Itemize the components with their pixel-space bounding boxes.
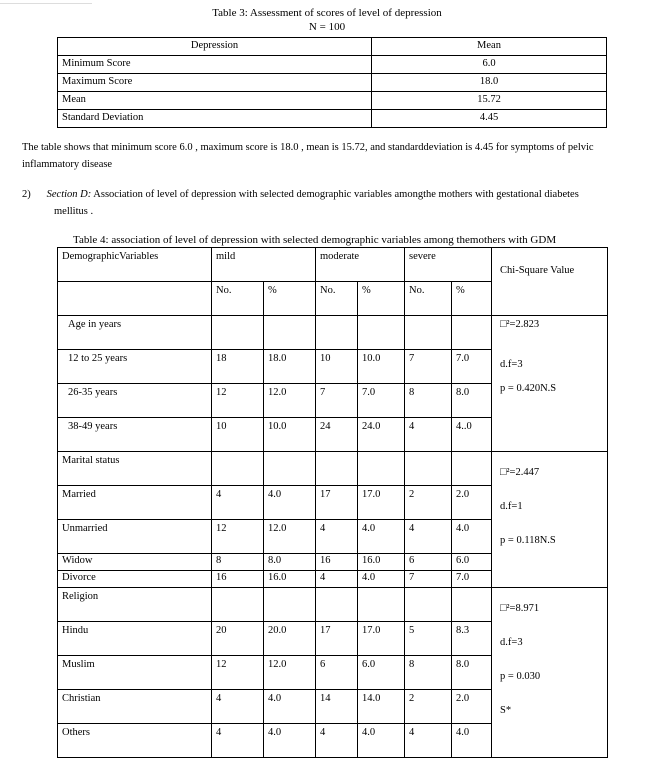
chi-square-line: p = 0.030 bbox=[500, 671, 541, 682]
row-label: Hindu bbox=[58, 622, 212, 656]
section-label: Section D: bbox=[46, 189, 92, 200]
table-cell: 4 bbox=[405, 724, 452, 758]
header-blank bbox=[58, 282, 212, 316]
table-cell: 17.0 bbox=[358, 486, 405, 520]
row-label: Others bbox=[58, 724, 212, 758]
header-no: No. bbox=[212, 282, 264, 316]
empty-cell bbox=[452, 588, 492, 622]
table-cell: 6.0 bbox=[452, 554, 492, 571]
table-cell: 2 bbox=[405, 486, 452, 520]
header-no: No. bbox=[316, 282, 358, 316]
chi-square-line: d.f=3 bbox=[500, 359, 523, 370]
header-mild: mild bbox=[212, 248, 316, 282]
table-cell: 5 bbox=[405, 622, 452, 656]
summary-paragraph: The table shows that minimum score 6.0 , maximum score is 18.0 , mean is 15.72, and standarddeviation is 4.45 for symptoms of pelvic inflammatory disease bbox=[22, 142, 594, 170]
table4 bbox=[57, 247, 608, 758]
table-cell: 24 bbox=[316, 418, 358, 452]
category-row bbox=[58, 588, 608, 622]
empty-cell bbox=[264, 452, 316, 486]
chi-square-line: p = 0.118N.S bbox=[500, 535, 556, 546]
empty-cell bbox=[405, 452, 452, 486]
table-cell: 17 bbox=[316, 622, 358, 656]
category-label: Religion bbox=[58, 588, 212, 622]
table-cell: 8.0 bbox=[264, 554, 316, 571]
table-cell: 4 bbox=[212, 724, 264, 758]
empty-cell bbox=[405, 588, 452, 622]
table-cell: 8.0 bbox=[452, 656, 492, 690]
row-label: 26-35 years bbox=[58, 384, 212, 418]
table3-title: Table 3: Assessment of scores of level of depression bbox=[212, 7, 442, 19]
table-cell: 8 bbox=[405, 656, 452, 690]
table-cell: 7 bbox=[405, 350, 452, 384]
table-cell: 7 bbox=[316, 384, 358, 418]
section-text-continued: mellitus . bbox=[54, 206, 94, 217]
table-cell: 7.0 bbox=[452, 350, 492, 384]
table-cell: 16 bbox=[316, 554, 358, 571]
table-cell: 16.0 bbox=[264, 571, 316, 588]
table-row bbox=[58, 110, 607, 128]
empty-cell bbox=[212, 452, 264, 486]
table-cell: 6 bbox=[405, 554, 452, 571]
empty-cell bbox=[452, 316, 492, 350]
header-severe: severe bbox=[405, 248, 492, 282]
table3-row-label: Mean bbox=[58, 92, 372, 110]
header-pct: % bbox=[452, 282, 492, 316]
section-text: Association of level of depression with selected demographic variables amongthe mothers with gestational diabetes bbox=[93, 189, 579, 200]
table-cell: 4.0 bbox=[358, 571, 405, 588]
category-row bbox=[58, 316, 608, 350]
row-label: Divorce bbox=[58, 571, 212, 588]
empty-cell bbox=[316, 316, 358, 350]
table-cell: 10.0 bbox=[264, 418, 316, 452]
table-cell: 6 bbox=[316, 656, 358, 690]
top-rule bbox=[0, 0, 92, 4]
row-label: Muslim bbox=[58, 656, 212, 690]
empty-cell bbox=[264, 316, 316, 350]
table-cell: 2.0 bbox=[452, 690, 492, 724]
section-d-heading bbox=[22, 186, 642, 220]
category-row bbox=[58, 452, 608, 486]
table-row bbox=[58, 74, 607, 92]
table-header-row bbox=[58, 248, 608, 282]
table3-row-value: 4.45 bbox=[372, 110, 607, 128]
table-cell: 2 bbox=[405, 690, 452, 724]
table-cell: 10 bbox=[212, 418, 264, 452]
header-chi-square: Chi-Square Value bbox=[492, 248, 608, 316]
table-cell: 20 bbox=[212, 622, 264, 656]
chi-square-cell bbox=[492, 588, 608, 758]
table-cell: 4.0 bbox=[452, 520, 492, 554]
table3 bbox=[57, 37, 607, 128]
chi-square-line: □²=8.971 bbox=[500, 603, 540, 614]
table-cell: 4 bbox=[316, 520, 358, 554]
table-cell: 10.0 bbox=[358, 350, 405, 384]
table-cell: 4 bbox=[316, 724, 358, 758]
row-label: 38-49 years bbox=[58, 418, 212, 452]
table-cell: 8 bbox=[405, 384, 452, 418]
table-cell: 4.0 bbox=[264, 690, 316, 724]
empty-cell bbox=[358, 316, 405, 350]
table3-row-value: 15.72 bbox=[372, 92, 607, 110]
table-cell: 24.0 bbox=[358, 418, 405, 452]
table-cell: 7 bbox=[405, 571, 452, 588]
row-label: 12 to 25 years bbox=[58, 350, 212, 384]
table-cell: 4 bbox=[405, 418, 452, 452]
table3-sample-size: N = 100 bbox=[308, 21, 346, 33]
category-label: Marital status bbox=[58, 452, 212, 486]
section-number: 2) bbox=[22, 189, 31, 200]
table-cell: 4.0 bbox=[452, 724, 492, 758]
empty-cell bbox=[358, 452, 405, 486]
table-cell: 18 bbox=[212, 350, 264, 384]
header-moderate: moderate bbox=[316, 248, 405, 282]
table3-header-mean: Mean bbox=[372, 38, 607, 56]
table-cell: 4..0 bbox=[452, 418, 492, 452]
table3-row-value: 6.0 bbox=[372, 56, 607, 74]
table-cell: 4.0 bbox=[264, 724, 316, 758]
header-pct: % bbox=[358, 282, 405, 316]
table-cell: 4.0 bbox=[264, 486, 316, 520]
table-cell: 10 bbox=[316, 350, 358, 384]
table3-row-label: Standard Deviation bbox=[58, 110, 372, 128]
table-cell: 4.0 bbox=[358, 520, 405, 554]
table-cell: 17 bbox=[316, 486, 358, 520]
empty-cell bbox=[316, 588, 358, 622]
header-pct: % bbox=[264, 282, 316, 316]
table3-row-label: Minimum Score bbox=[58, 56, 372, 74]
table-cell: 12.0 bbox=[264, 656, 316, 690]
table-cell: 14 bbox=[316, 690, 358, 724]
row-label: Widow bbox=[58, 554, 212, 571]
table3-row-value: 18.0 bbox=[372, 74, 607, 92]
chi-square-line: □²=2.447 bbox=[500, 467, 540, 478]
chi-square-cell bbox=[492, 316, 608, 452]
empty-cell bbox=[358, 588, 405, 622]
table-cell: 6.0 bbox=[358, 656, 405, 690]
table-cell: 12 bbox=[212, 520, 264, 554]
table-cell: 18.0 bbox=[264, 350, 316, 384]
chi-square-line: □²=2.823 bbox=[500, 319, 540, 330]
table-cell: 7.0 bbox=[358, 384, 405, 418]
table-cell: 2.0 bbox=[452, 486, 492, 520]
table-cell: 12.0 bbox=[264, 384, 316, 418]
table-cell: 4 bbox=[405, 520, 452, 554]
table-row bbox=[58, 56, 607, 74]
empty-cell bbox=[452, 452, 492, 486]
table-row bbox=[58, 92, 607, 110]
table4-title: Table 4: association of level of depression with selected demographic variables among themothers with GDM bbox=[73, 234, 557, 246]
table-cell: 12 bbox=[212, 384, 264, 418]
table-cell: 4 bbox=[212, 486, 264, 520]
empty-cell bbox=[405, 316, 452, 350]
empty-cell bbox=[264, 588, 316, 622]
empty-cell bbox=[212, 316, 264, 350]
table-cell: 16.0 bbox=[358, 554, 405, 571]
row-label: Unmarried bbox=[58, 520, 212, 554]
table-cell: 17.0 bbox=[358, 622, 405, 656]
table-cell: 4 bbox=[212, 690, 264, 724]
empty-cell bbox=[212, 588, 264, 622]
chi-square-line: d.f=3 bbox=[500, 637, 523, 648]
table3-row-label: Maximum Score bbox=[58, 74, 372, 92]
table-cell: 12 bbox=[212, 656, 264, 690]
chi-square-line: S* bbox=[500, 705, 512, 716]
header-no: No. bbox=[405, 282, 452, 316]
chi-square-line: p = 0.420N.S bbox=[500, 383, 557, 394]
table-cell: 4 bbox=[316, 571, 358, 588]
table-row bbox=[58, 38, 607, 56]
empty-cell bbox=[316, 452, 358, 486]
table-cell: 8.0 bbox=[452, 384, 492, 418]
table-cell: 20.0 bbox=[264, 622, 316, 656]
header-demographic: DemographicVariables bbox=[58, 248, 212, 282]
row-label: Married bbox=[58, 486, 212, 520]
table3-header-depression: Depression bbox=[58, 38, 372, 56]
row-label: Christian bbox=[58, 690, 212, 724]
category-label: Age in years bbox=[58, 316, 212, 350]
table-cell: 4.0 bbox=[358, 724, 405, 758]
table-cell: 12.0 bbox=[264, 520, 316, 554]
table-cell: 14.0 bbox=[358, 690, 405, 724]
table-cell: 7.0 bbox=[452, 571, 492, 588]
chi-square-line: d.f=1 bbox=[500, 501, 523, 512]
table-cell: 16 bbox=[212, 571, 264, 588]
table-cell: 8.3 bbox=[452, 622, 492, 656]
table-cell: 8 bbox=[212, 554, 264, 571]
chi-square-cell bbox=[492, 452, 608, 588]
